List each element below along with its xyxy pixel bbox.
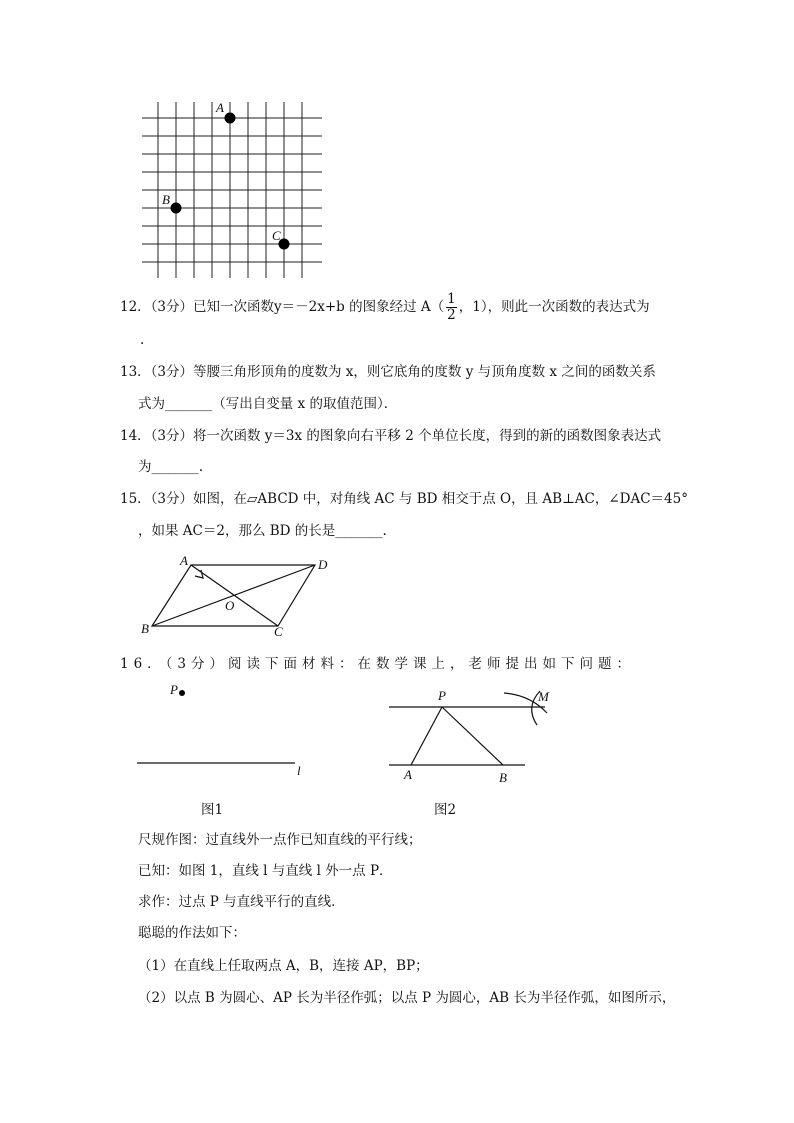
fig1-point-p — [179, 690, 185, 696]
q16-p6: （2）以点 B 为圆心、AP 长为半径作弧；以点 P 为圆心，AB 长为半径作弧，如图所示， — [138, 990, 676, 1006]
fig2-label-p: P — [438, 688, 446, 703]
fig15-label-o: O — [225, 598, 235, 613]
diagonal-bd — [152, 565, 315, 626]
q12-frac-num: 1 — [447, 291, 456, 307]
q12-text-after: ，1），则此一次函数的表达式为 — [458, 299, 650, 315]
q12-fraction — [446, 292, 457, 323]
fig15-label-b: B — [141, 621, 149, 636]
q16-p3: 求作：过点 P 与直线平行的直线． — [138, 894, 345, 910]
q14-line2: 为_______. — [138, 459, 204, 475]
q12-frac-den: 2 — [447, 307, 456, 323]
q16-p4: 聪聪的作法如下： — [138, 925, 246, 941]
fig15-label-d: D — [318, 557, 328, 572]
point-a-dot — [225, 113, 236, 124]
q13-line2: 式为_______（写出自变量 x 的取值范围）． — [138, 396, 398, 412]
fig2-caption: 图2 — [434, 802, 457, 818]
q12-cont: . — [140, 332, 145, 348]
fig2-segment-bp — [442, 707, 503, 765]
fig2-segment-ap — [411, 707, 442, 765]
grid-label-b: B — [162, 192, 170, 207]
q12-text-before: 12．（3分）已知一次函数y＝－2x+b 的图象经过 A（ — [120, 299, 445, 315]
q16-p5: （1）在直线上任取两点 A，B，连接 AP，BP； — [138, 958, 429, 974]
fig15-label-c: C — [274, 624, 283, 639]
q15-line2: ，如果 AC＝2，那么 BD 的长是_______. — [138, 523, 387, 539]
grid-label-a: A — [216, 100, 224, 115]
fig1-caption: 图1 — [201, 802, 224, 818]
q13-line1: 13．（3分）等腰三角形顶角的度数为 x，则它底角的度数 y 与顶角度数 x 之间的函数关系 — [120, 364, 656, 380]
grid-figure — [140, 100, 325, 280]
point-b-dot — [171, 203, 182, 214]
fig1-label-p: P — [170, 682, 178, 697]
fig2-label-m: M — [538, 689, 549, 704]
fig2-drawing — [385, 685, 560, 775]
fig2-label-a: A — [404, 767, 412, 782]
fig15-label-a: A — [180, 553, 188, 568]
fig1-label-l: l — [297, 763, 301, 778]
parallelogram-figure — [140, 555, 340, 645]
q16-p1: 尺规作图：过直线外一点作已知直线的平行线； — [138, 832, 422, 848]
grid-lines — [142, 102, 322, 278]
q14-line1: 14．（3分）将一次函数 y＝3x 的图象向右平移 2 个单位长度，得到的新的函数图象表达式 — [120, 428, 662, 444]
q16-p2: 已知：如图 1，直线 l 与直线 l 外一点 P． — [138, 863, 393, 879]
q15-line1: 15．（3分）如图，在▱ABCD 中，对角线 AC 与 BD 相交于点 O，且 AB⊥AC，∠DAC＝45° — [120, 491, 688, 507]
fig2-label-b: B — [499, 770, 507, 785]
grid-label-c: C — [272, 228, 281, 243]
question-12 — [120, 292, 650, 323]
q16-line1: 16．（3分）阅读下面材料：在数学课上，老师提出如下问题： — [120, 656, 636, 672]
fig1-drawing — [135, 685, 315, 770]
